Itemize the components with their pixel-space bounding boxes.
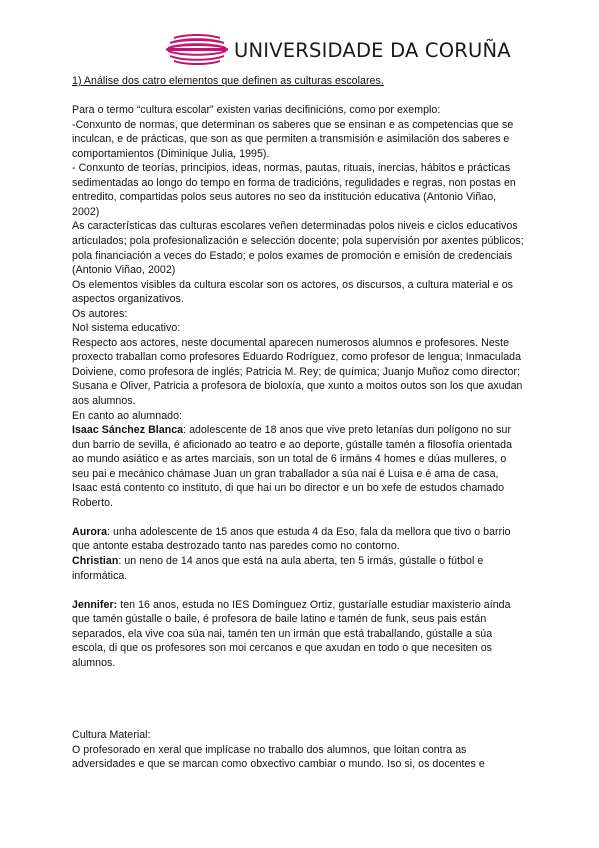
student-name: Jennifer: (72, 598, 118, 611)
subheading: Os autores: (72, 307, 128, 320)
section-title: 1) Análise dos catro elementos que definen as culturas escolares. (72, 75, 384, 87)
paragraph: Para o termo “cultura escolar” existen varias decifinicións, como por exemplo: (72, 104, 441, 117)
university-header (166, 34, 511, 66)
paragraph: O profesorado en xeral que implícase no traballo dos alumnos, que loitan contra as adversidades e que se marcan como obxectivo cambiar o mundo. Iso si, os docentes e (72, 743, 485, 771)
student-entry-isaac (72, 423, 524, 510)
student-description: : adolescente de 18 anos que vive preto letanías dun polígono no sur dun barrio de sevilla, é aficionado ao teatro e ao deporte, gústalle tamén a filosofía orientada ao mundo asiático e as artes marciais, son un total de 6 irmáns 4 homes e dúas mulleres, o seu pai e mecánico chámase Juan un gran traballador a súa nai é Luisa e é ama de casa, Isaac está contento co instituto, di que hai un bo director e un bo xefe de estudos chamado Roberto. (72, 424, 513, 509)
subheading: En canto ao alumnado: (72, 409, 183, 422)
paragraph: Os elementos visibles da cultura escolar son os actores, os discursos, a cultura material e os aspectos organizativos. (72, 278, 514, 306)
university-name: UNIVERSIDADE DA CORUÑA (234, 38, 511, 62)
student-entry-jennifer (72, 598, 524, 671)
student-name: Isaac Sánchez Blanca (72, 424, 184, 437)
paragraph: As características das culturas escolares veñen determinadas polos niveis e ciclos educativos articulados; pola profesionalización e selección docente; pola supervisión por axentes públicos; pola financiación a veces do Estado; e polos exames de promoción e emisión de credenciais (Antonio Viñao, 2002) (72, 220, 524, 277)
student-description: : un neno de 14 anos que está na aula aberta, ten 5 irmás, gústalle o fútbol e informática. (72, 554, 484, 582)
university-logo (166, 34, 228, 66)
document-body (72, 74, 524, 772)
subheading: NoI sistema educativo: (72, 322, 181, 335)
student-entry-aurora (72, 525, 524, 554)
paragraph: Respecto aos actores, neste documental aparecen numerosos alumnos e profesores. Neste proxecto traballan como profesores Eduardo Rodríguez, como profesor de lengua; Inmaculada Doiviene, como profesora de inglés; Patricia M. Rey; de química; Juanjo Muñoz como director; Susana e Oliver, Patricia a profesora de bioloxía, que xunto a moitos outos son los que axudan aos alumnos. (72, 336, 523, 407)
student-entry-christian (72, 554, 524, 583)
student-description: : unha adolescente de 15 anos que estuda 4 da Eso, fala da mellora que tivo o barrio que antonte estaba destrozado tanto nas paredes como no contorno. (72, 525, 511, 553)
student-description: ten 16 anos, estuda no IES Domínguez Ortiz, gustaríalle estudiar maxisterio aínda que tamén gústalle o baile, é profesora de baile latino e tamén de funk, seus pais están separados, ela vive coa súa nai, tamén ten un irmán que está traballando, gústalle a súa escola, di que os profesores son moi cercanos e que axudan en todo o que necesiten os alumnos. (72, 598, 511, 669)
student-name: Christian (72, 554, 119, 567)
paragraph: - Conxunto de teorías, principios, ideas, normas, pautas, rituais, inercias, hábitos e prácticas sedimentadas ao longo do tempo en forma de tradicións, regulidades e regras, non postas en entredito, compartidas polos seus autores no seo da institución educativa (Antonio Viñao, 2002) (72, 162, 516, 218)
subheading: Cultura Material: (72, 729, 151, 742)
paragraph: -Conxunto de normas, que determinan os saberes que se ensinan e as competencias que se inculcan, e de prácticas, que son as que permiten a transmisión e asimilación dos saberes e comportamientos (Diminique Julia, 1995). (72, 118, 514, 160)
student-name: Aurora (72, 525, 108, 538)
